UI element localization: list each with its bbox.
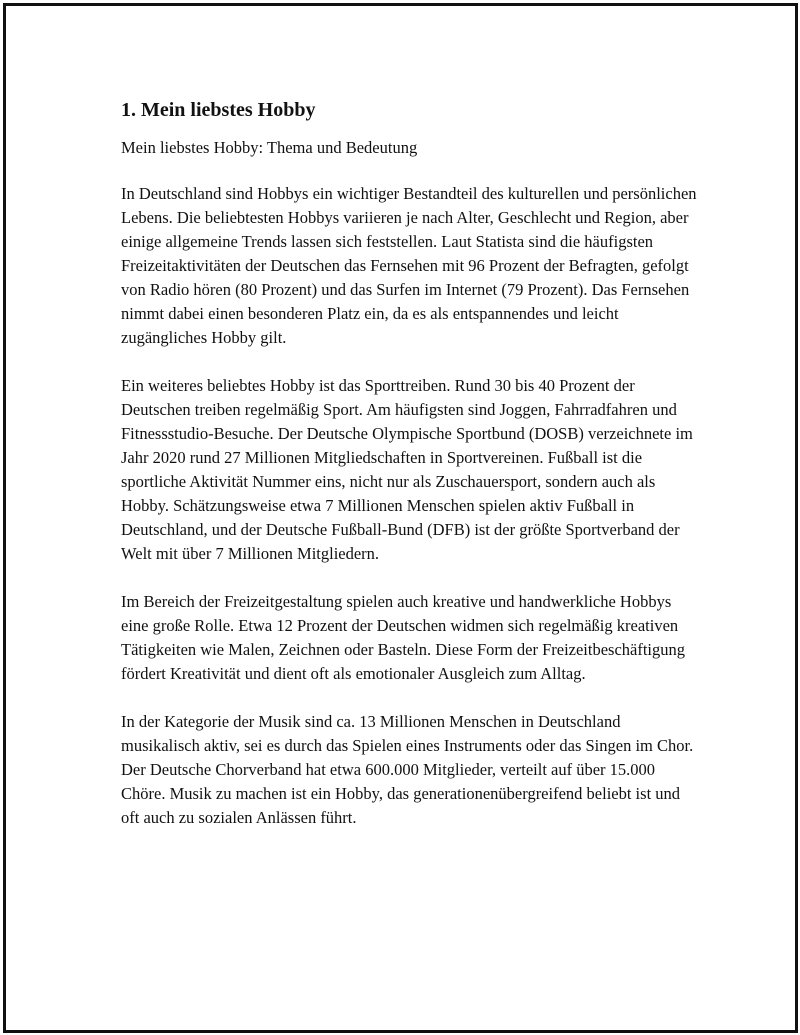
page-title: 1. Mein liebstes Hobby <box>121 99 316 121</box>
paragraph-tv: In Deutschland sind Hobbys ein wichtiger Bestandteil des kulturellen und persönlichen Lebens. Die beliebtesten Hobbys variieren je nach Alter, Geschlecht und Region, aber einige allgemeine Trends lassen sich feststellen. Laut Statista sind die häufigsten Freizeitaktivitäten der Deutschen das Fernsehen mit 96 Prozent der Befragten, gefolgt von Radio hören (80 Prozent) und das Surfen im Internet (79 Prozent). Das Fernsehen nimmt dabei einen besonderen Platz ein, da es als entspannendes und leicht zugängliches Hobby gilt. <box>121 184 697 347</box>
page-subtitle: Mein liebstes Hobby: Thema und Bedeutung <box>121 138 418 157</box>
paragraph-creative: Im Bereich der Freizeitgestaltung spielen auch kreative und handwerkliche Hobbys eine große Rolle. Etwa 12 Prozent der Deutschen widmen sich regelmäßig kreativen Tätigkeiten wie Malen, Zeichnen oder Basteln. Diese Form der Freizeitbeschäftigung fördert Kreativität und dient oft als emotionaler Ausgleich zum Alltag. <box>121 592 686 683</box>
paragraph-sport: Ein weiteres beliebtes Hobby ist das Sporttreiben. Rund 30 bis 40 Prozent der Deutschen treiben regelmäßig Sport. Am häufigsten sind Joggen, Fahrradfahren und Fitnessstudio-Besuche. Der Deutsche Olympische Sportbund (DOSB) verzeichnete im Jahr 2020 rund 27 Millionen Mitgliedschaften in Sportvereinen. Fußball ist die sportliche Aktivität Nummer eins, nicht nur als Zuschauersport, sondern auch als Hobby. Schätzungsweise etwa 7 Millionen Menschen spielen aktiv Fußball in Deutschland, und der Deutsche Fußball-Bund (DFB) ist der größte Sportverband der Welt mit über 7 Millionen Mitgliedern. <box>121 376 693 563</box>
document-content <box>121 98 701 854</box>
page-frame <box>3 3 798 1033</box>
paragraph-music: In der Kategorie der Musik sind ca. 13 Millionen Menschen in Deutschland musikalisch aktiv, sei es durch das Spielen eines Instruments oder das Singen im Chor. Der Deutsche Chorverband hat etwa 600.000 Mitglieder, verteilt auf über 15.000 Chöre. Musik zu machen ist ein Hobby, das generationenübergreifend beliebt ist und oft auch zu sozialen Anlässen führt. <box>121 712 694 827</box>
